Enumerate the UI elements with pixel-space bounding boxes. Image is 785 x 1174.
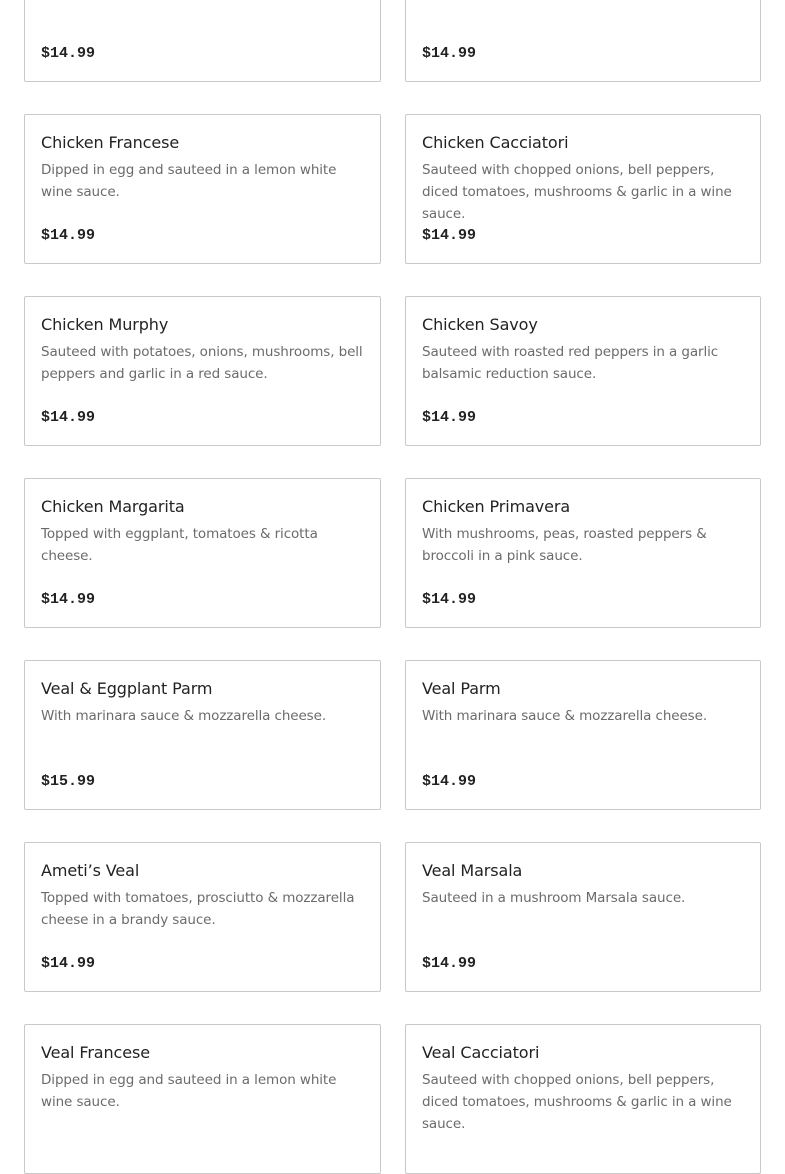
menu-item-price: $14.99 — [422, 773, 477, 790]
menu-item-description: Dipped in egg and sauteed in a lemon white wine sauce. — [41, 162, 337, 200]
menu-item-description: Sauteed with chopped onions, bell peppers, diced tomatoes, mushrooms & garlic in a wine sauce. — [422, 162, 732, 222]
menu-item-name: Veal Cacciatori — [422, 1043, 540, 1062]
menu-item-description: With mushrooms, peas, roasted peppers & broccoli in a pink sauce. — [422, 526, 707, 564]
menu-item-description: Sauteed with roasted red peppers in a garlic balsamic reduction sauce. — [422, 344, 719, 382]
menu-item-description — [41, 0, 364, 1]
menu-item-price: $14.99 — [422, 45, 477, 62]
menu-item-chicken-margarita[interactable] — [24, 478, 381, 628]
menu-item-card[interactable] — [405, 0, 761, 82]
menu-item-veal-francese[interactable] — [24, 1024, 381, 1174]
menu-item-name: Ameti’s Veal — [41, 861, 140, 880]
menu-item-name: Chicken Cacciatori — [422, 133, 569, 152]
menu-item-name: Chicken Primavera — [422, 497, 571, 516]
menu-item-description — [422, 0, 744, 1]
menu-item-veal-parm[interactable] — [405, 660, 761, 810]
menu-item-name: Veal & Eggplant Parm — [41, 679, 213, 698]
menu-item-name: Chicken Margarita — [41, 497, 185, 516]
menu-item-description: Topped with tomatoes, prosciutto & mozzarella cheese in a brandy sauce. — [41, 890, 355, 928]
menu-items-grid — [24, 0, 761, 1174]
menu-item-description: Sauteed in a mushroom Marsala sauce. — [422, 890, 686, 906]
menu-item-price: $14.99 — [422, 409, 477, 426]
menu-item-price: $15.99 — [41, 773, 96, 790]
menu-item-veal-eggplant-parm[interactable] — [24, 660, 381, 810]
menu-item-chicken-primavera[interactable] — [405, 478, 761, 628]
menu-item-description: With marinara sauce & mozzarella cheese. — [41, 708, 327, 724]
menu-item-description: Topped with eggplant, tomatoes & ricotta cheese. — [41, 526, 318, 564]
menu-item-price: $14.99 — [41, 591, 96, 608]
menu-item-price: $14.99 — [422, 955, 477, 972]
menu-item-chicken-francese[interactable] — [24, 114, 381, 264]
menu-item-chicken-cacciatori[interactable] — [405, 114, 761, 264]
menu-item-name: Veal Francese — [41, 1043, 150, 1062]
menu-item-price: $14.99 — [41, 955, 96, 972]
menu-item-name: Veal Parm — [422, 679, 501, 698]
menu-item-chicken-savoy[interactable] — [405, 296, 761, 446]
menu-item-ametis-veal[interactable] — [24, 842, 381, 992]
menu-item-name: Veal Marsala — [422, 861, 523, 880]
menu-item-description: Sauteed with potatoes, onions, mushrooms, bell peppers and garlic in a red sauce. — [41, 344, 363, 382]
menu-item-price: $14.99 — [422, 227, 477, 244]
menu-item-price: $14.99 — [422, 591, 477, 608]
menu-item-card[interactable] — [24, 0, 381, 82]
menu-item-name: Chicken Francese — [41, 133, 180, 152]
menu-item-chicken-murphy[interactable] — [24, 296, 381, 446]
menu-item-description: Dipped in egg and sauteed in a lemon white wine sauce. — [41, 1072, 337, 1110]
menu-item-description: Sauteed with chopped onions, bell peppers, diced tomatoes, mushrooms & garlic in a wine sauce. — [422, 1072, 732, 1132]
menu-item-name: Chicken Murphy — [41, 315, 169, 334]
menu-item-name: Chicken Savoy — [422, 315, 538, 334]
menu-item-price: $14.99 — [41, 45, 96, 62]
menu-item-price: $14.99 — [41, 227, 96, 244]
menu-item-price: $14.99 — [41, 409, 96, 426]
menu-item-veal-cacciatori[interactable] — [405, 1024, 761, 1174]
menu-item-veal-marsala[interactable] — [405, 842, 761, 992]
menu-item-description: With marinara sauce & mozzarella cheese. — [422, 708, 708, 724]
